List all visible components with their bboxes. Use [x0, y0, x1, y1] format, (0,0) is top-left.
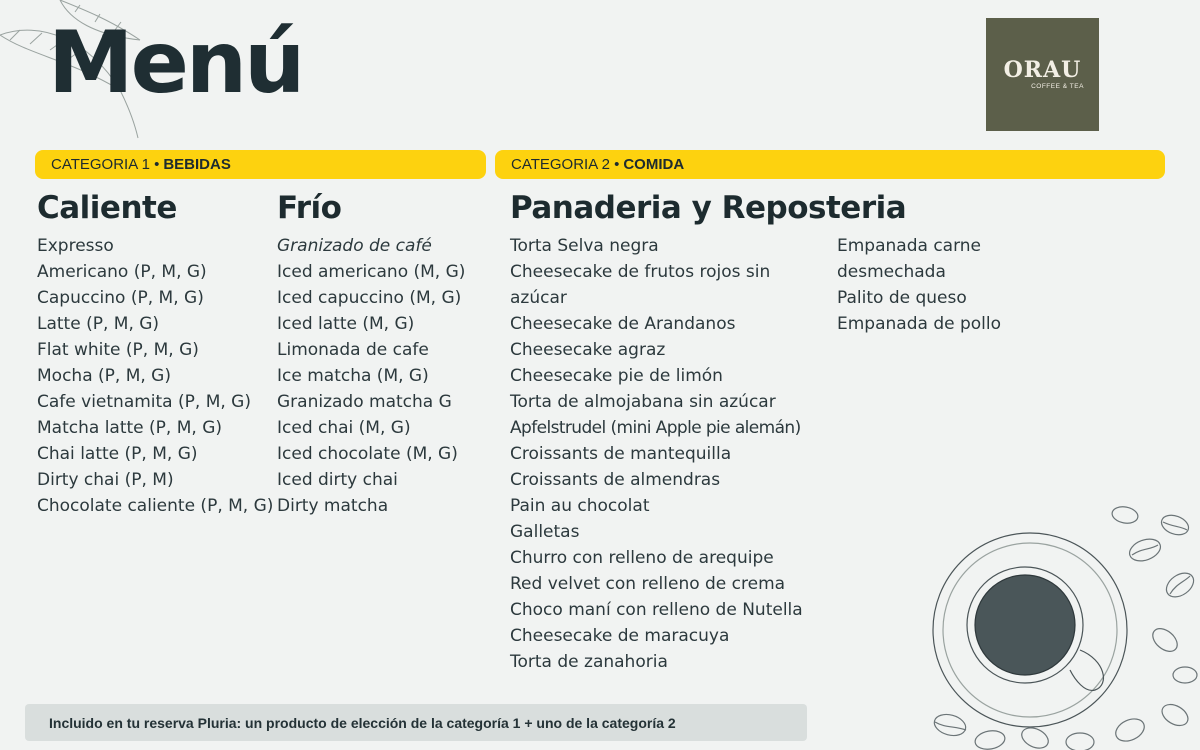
list-item: Expresso — [37, 236, 114, 256]
category-2-name: COMIDA — [623, 156, 685, 173]
list-item: Mocha (P, M, G) — [37, 366, 171, 386]
page-title: Menú — [48, 13, 303, 113]
hot-drinks-list — [37, 233, 273, 519]
list-item: Latte (P, M, G) — [37, 314, 160, 334]
list-item: Empanada carne desmechada — [837, 236, 982, 282]
logo-subtitle: COFFEE & TEA — [1031, 83, 1084, 90]
list-item: Iced chai (M, G) — [277, 418, 411, 438]
list-item: Choco maní con relleno de Nutella — [510, 600, 803, 620]
list-item: Limonada de cafe — [277, 340, 429, 360]
category-1-prefix: CATEGORIA 1 • — [51, 156, 160, 173]
list-item: Cheesecake de frutos rojos sin azúcar — [510, 262, 771, 308]
category-1-bar — [35, 150, 486, 179]
footer-note: Incluido en tu reserva Pluria: un producto de elección de la categoría 1 + uno de la categoría 2 — [25, 704, 807, 741]
list-item: Cafe vietnamita (P, M, G) — [37, 392, 251, 412]
list-item: Torta Selva negra — [510, 236, 659, 256]
hot-heading: Caliente — [37, 190, 177, 226]
list-item: Iced dirty chai — [277, 470, 398, 490]
category-1-name: BEBIDAS — [163, 156, 231, 173]
list-item: Granizado de café — [277, 236, 432, 256]
list-item: Iced chocolate (M, G) — [277, 444, 458, 464]
list-item: Cheesecake de Arandanos — [510, 314, 736, 334]
list-item: Ice matcha (M, G) — [277, 366, 429, 386]
list-item: Chai latte (P, M, G) — [37, 444, 198, 464]
list-item: Croissants de almendras — [510, 470, 721, 490]
list-item: Torta de almojabana sin azúcar — [510, 392, 776, 412]
cold-drinks-list — [277, 233, 465, 519]
list-item: Americano (P, M, G) — [37, 262, 207, 282]
list-item: Iced americano (M, G) — [277, 262, 466, 282]
bakery-heading: Panaderia y Reposteria — [510, 190, 907, 226]
list-item: Empanada de pollo — [837, 314, 1002, 334]
list-item: Granizado matcha G — [277, 392, 452, 412]
list-item: Dirty chai (P, M) — [37, 470, 174, 490]
list-item: Croissants de mantequilla — [510, 444, 732, 464]
cold-heading: Frío — [277, 190, 342, 226]
brand-logo — [986, 18, 1099, 131]
list-item: Galletas — [510, 522, 580, 542]
list-item: Iced latte (M, G) — [277, 314, 415, 334]
category-2-prefix: CATEGORIA 2 • — [511, 156, 620, 173]
list-item: Matcha latte (P, M, G) — [37, 418, 222, 438]
bakery-list-1 — [510, 233, 828, 675]
list-item: Flat white (P, M, G) — [37, 340, 199, 360]
list-item: Churro con relleno de arequipe — [510, 548, 774, 568]
list-item: Torta de zanahoria — [510, 652, 668, 672]
category-2-bar — [495, 150, 1165, 179]
list-item: Cheesecake de maracuya — [510, 626, 730, 646]
coffee-cup-illustration — [930, 500, 1200, 750]
list-item: Red velvet con relleno de crema — [510, 574, 786, 594]
list-item: Capuccino (P, M, G) — [37, 288, 204, 308]
list-item: Dirty matcha — [277, 496, 389, 516]
list-item: Cheesecake pie de limón — [510, 366, 723, 386]
list-item: Iced capuccino (M, G) — [277, 288, 462, 308]
bakery-list-2 — [837, 233, 1012, 337]
list-item: Apfelstrudel (mini Apple pie alemán) — [510, 418, 801, 438]
list-item: Palito de queso — [837, 288, 967, 308]
list-item: Chocolate caliente (P, M, G) — [37, 496, 274, 516]
list-item: Pain au chocolat — [510, 496, 650, 516]
list-item: Cheesecake agraz — [510, 340, 666, 360]
logo-brand-text: ORAU — [1003, 57, 1082, 83]
